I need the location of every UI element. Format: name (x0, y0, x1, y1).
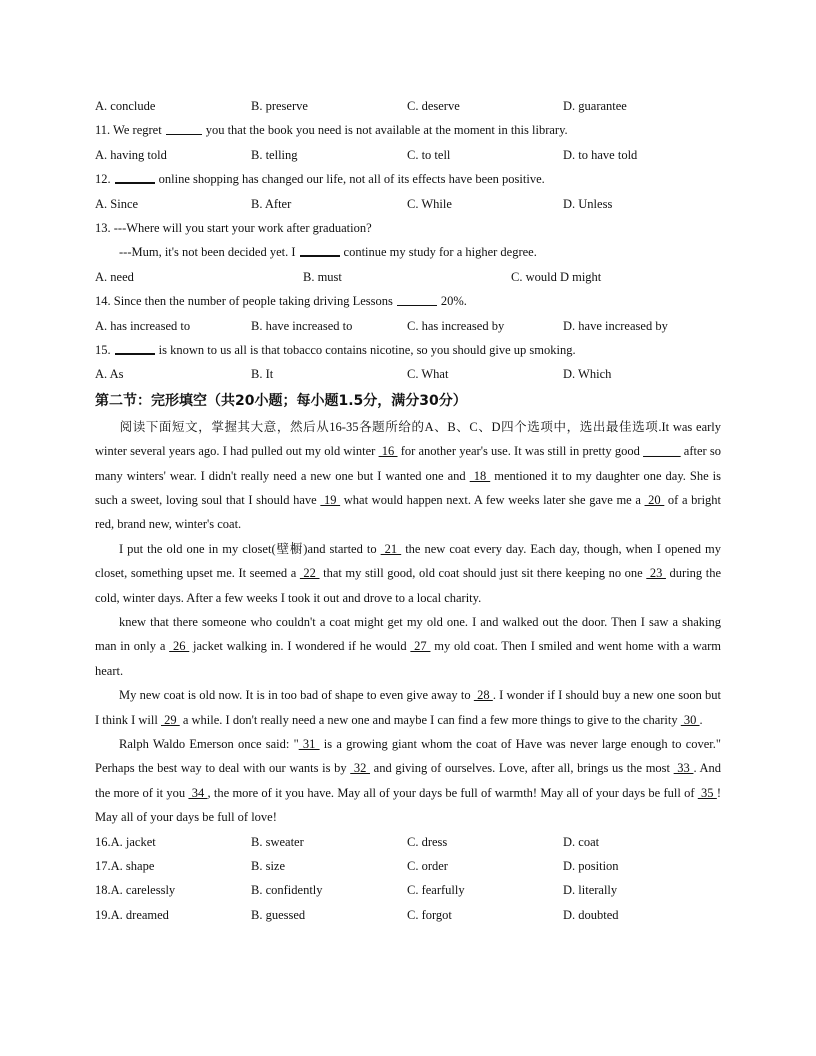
answer-blank (166, 122, 202, 135)
option: C. order (407, 858, 448, 873)
option: D. to have told (563, 147, 638, 162)
passage-blank: 21 (380, 541, 402, 556)
question-text: 13. ---Where will you start your work after graduation? (95, 220, 372, 235)
question-13-reply (95, 240, 721, 264)
passage-text: . And the more of it you (95, 761, 722, 800)
passage-text: that my still good, old coat should just sit there keeping no one (319, 566, 647, 581)
option: B. size (251, 858, 286, 873)
option: D. Which (563, 367, 612, 382)
option: B. guessed (251, 907, 306, 922)
q19-options (95, 903, 721, 927)
question-text: ---Mum, it's not been decided yet. I (119, 245, 296, 260)
passage-text: . (699, 712, 703, 727)
passage-blank: 28 (473, 688, 493, 703)
passage-text: jacket walking in. I wondered if he would (189, 639, 411, 654)
passage-blank: 31 (298, 736, 320, 751)
answer-blank (300, 243, 340, 257)
option: 18.A. carelessly (95, 883, 176, 898)
q17-options (95, 854, 721, 878)
option: 17.A. shape (95, 858, 155, 873)
option: B. preserve (251, 99, 308, 113)
option: A. As (95, 367, 124, 382)
passage-paragraph (95, 732, 721, 830)
passage-text: my old coat. Then I smiled and went home with a warm heart. (95, 639, 722, 678)
question-text: online shopping has changed our life, not all of its effects have been positive. (158, 172, 545, 187)
passage-blank: 29 (160, 712, 180, 727)
passage-text: of a bright red, brand new, winter's coat. (95, 492, 722, 532)
question-text: 20%. (440, 294, 467, 309)
option: A. need (95, 269, 134, 284)
option: C. What (407, 367, 449, 382)
passage-paragraph (95, 537, 721, 610)
q15-options (95, 362, 721, 386)
passage-text: and giving of ourselves. Love, after all, brings us the most (370, 761, 674, 776)
passage-blank: 23 (646, 566, 666, 581)
passage-blank: ______ (643, 444, 681, 459)
passage-text: after so many winters' wear. I didn't really need a new one but I wanted one and (95, 444, 722, 483)
option: B. It (251, 367, 274, 382)
option: A. conclude (95, 99, 156, 113)
q11-options (95, 143, 721, 167)
passage-text: I put the old one in my closet(壁橱)and started to (119, 541, 381, 556)
answer-blank (115, 341, 155, 355)
question-11 (95, 118, 721, 142)
option: D. position (563, 858, 619, 873)
option: C. would D might (511, 269, 602, 284)
option: D. Unless (563, 196, 613, 211)
passage-text: ! May all of your days be full of love! (95, 785, 722, 825)
option: D. doubted (563, 907, 619, 922)
option: C. has increased by (407, 318, 505, 333)
question-13 (95, 216, 721, 240)
passage-text: My new coat is old now. It is in too bad of shape to even give away to (119, 688, 474, 703)
passage-paragraph (95, 610, 721, 683)
option: D. guarantee (563, 99, 627, 113)
option: B. After (251, 196, 292, 211)
passage-blank: 22 (299, 566, 320, 581)
passage-text: Ralph Waldo Emerson once said: " (119, 736, 299, 751)
passage-paragraph (95, 683, 721, 732)
q13-options (95, 265, 721, 289)
passage-text: for another year's use. It was still in pretty good (397, 444, 644, 459)
q10-options (95, 94, 721, 118)
option: C. While (407, 196, 452, 211)
passage-text: is a growing giant whom the coat of Have was never large enough to cover." Perhaps the best way to deal with our wants is by (95, 736, 721, 776)
question-text: 15. (95, 342, 111, 357)
option: B. telling (251, 147, 298, 162)
option: C. deserve (407, 99, 460, 113)
option: C. fearfully (407, 883, 465, 898)
passage-text: a while. I don't really need a new one and maybe I can find a few more things to give to the charity (179, 712, 681, 727)
passage-blank: 34 (188, 785, 208, 800)
passage-blank: 19 (320, 492, 341, 507)
option: D. literally (563, 883, 618, 898)
passage-blank: 18 (469, 468, 491, 483)
option: A. having told (95, 147, 167, 162)
passage-text: the new coat every day. Each day, though, when I opened my closet, something upset me. It seemed a (95, 541, 721, 581)
question-15 (95, 338, 721, 362)
option: D. have increased by (563, 318, 668, 333)
option: 19.A. dreamed (95, 907, 169, 922)
passage-blank: 35 (697, 785, 717, 800)
passage-blank: 20 (644, 492, 665, 507)
passage-blank: 33 (673, 761, 694, 776)
answer-blank (397, 293, 437, 306)
section-heading: 第二节：完形填空（共20小题；每小题1.5分，满分30分） (95, 392, 467, 409)
question-12 (95, 167, 721, 191)
option: 16.A. jacket (95, 834, 156, 849)
passage-blank: 30 (680, 712, 700, 727)
passage-blank: 27 (410, 639, 431, 654)
option: C. forgot (407, 907, 452, 922)
option: A. Since (95, 196, 139, 211)
question-text: 14. Since then the number of people taking driving Lessons (95, 294, 393, 309)
answer-blank (115, 170, 155, 184)
question-text: 12. (95, 172, 111, 187)
q18-options (95, 878, 721, 902)
passage-text: knew that there someone who couldn't a coat might get my old one. I and walked out the door. Then I saw a shaking man in only a (95, 614, 721, 654)
question-text: is known to us all is that tobacco contains nicotine, so you should give up smoking. (158, 342, 576, 357)
option: B. confidently (251, 883, 323, 898)
question-14 (95, 289, 721, 313)
question-text: you that the book you need is not available at the moment in this library. (205, 123, 568, 138)
question-text: 11. We regret (95, 123, 162, 138)
passage-text: mentioned it to my daughter one day. She is such a sweet, loving soul that I should have (95, 468, 721, 507)
option: B. sweater (251, 834, 304, 849)
option: B. have increased to (251, 318, 353, 333)
option: C. to tell (407, 147, 451, 162)
passage-blank: 32 (350, 761, 371, 776)
option: B. must (303, 269, 342, 284)
q12-options (95, 192, 721, 216)
passage-text: . I wonder if I should buy a new one soon but I think I will (95, 688, 722, 727)
option: C. dress (407, 834, 448, 849)
option: D. coat (563, 834, 600, 849)
passage-text: 阅读下面短文，掌握其大意，然后从16-35各题所给的A、B、C、D四个选项中，选出最佳选项.It was early winter several years ago. I had pulled out my old winter (95, 419, 721, 459)
question-text: continue my study for a higher degree. (343, 245, 537, 260)
option: A. has increased to (95, 318, 191, 333)
exam-page (95, 94, 721, 927)
q14-options (95, 314, 721, 338)
q16-options (95, 830, 721, 854)
passage-blank: 26 (169, 639, 190, 654)
passage-text: during the cold, winter days. After a few weeks I took it out and drove to a local charity. (95, 566, 722, 605)
passage-blank: 16 (378, 444, 398, 459)
passage-text: , the more of it you have. May all of your days be full of warmth! May all of your days be full of (207, 785, 698, 800)
passage-text: what would happen next. A few weeks later she gave me a (340, 492, 645, 507)
passage-paragraph (95, 415, 721, 537)
